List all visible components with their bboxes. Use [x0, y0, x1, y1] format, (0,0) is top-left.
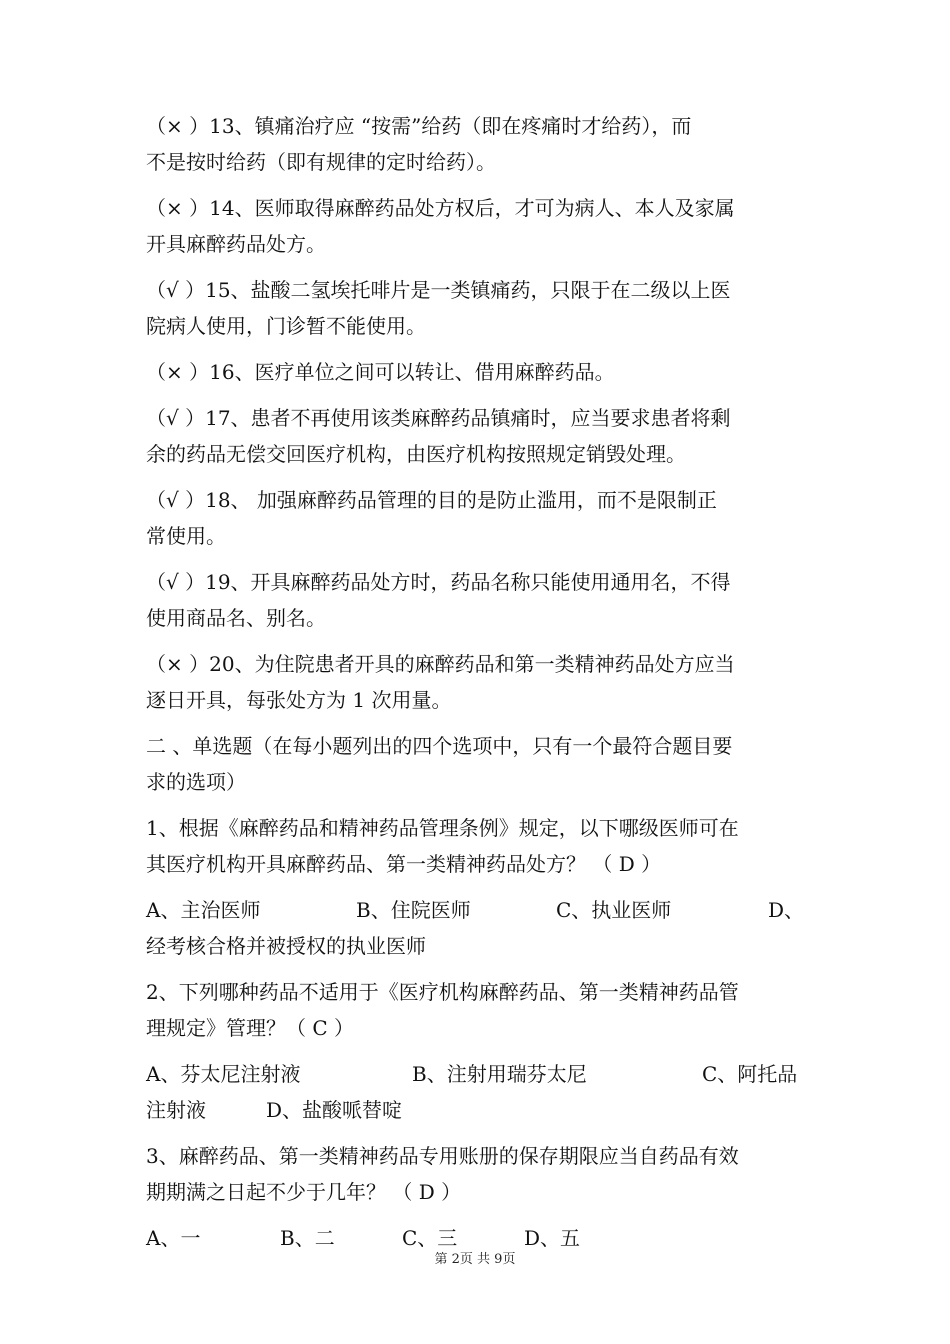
judgement-item-19	[146, 564, 814, 636]
option-b: B、住院医师	[356, 898, 471, 922]
text-line: 使用商品名、别名。	[146, 606, 326, 630]
option-b: B、注射用瑞芬太尼	[412, 1062, 587, 1086]
option-d: D、盐酸哌替啶	[266, 1098, 403, 1122]
text-line: 求的选项）	[146, 770, 246, 794]
text-line: 余的药品无偿交回医疗机构，由医疗机构按照规定销毁处理。	[146, 442, 686, 466]
text-line: （× ）13、镇痛治疗应 “按需”给药（即在疼痛时才给药），而	[146, 114, 692, 138]
option-row	[146, 1056, 814, 1092]
option-c-cont: 注射液	[146, 1098, 206, 1122]
option-d-text: 经考核合格并被授权的执业医师	[146, 934, 426, 958]
option-row	[146, 892, 814, 928]
question-1-options	[146, 892, 814, 964]
option-row	[146, 928, 814, 964]
option-a: A、一	[146, 1226, 201, 1250]
judgement-item-14	[146, 190, 814, 262]
text-line: 其医疗机构开具麻醉药品、第一类精神药品处方？ （ D ）	[146, 852, 662, 876]
text-line: （√ ）17、患者不再使用该类麻醉药品镇痛时，应当要求患者将剩	[146, 406, 731, 430]
option-a: A、主治医师	[146, 898, 261, 922]
text-line: （× ）20、为住院患者开具的麻醉药品和第一类精神药品处方应当	[146, 652, 735, 676]
question-1-stem	[146, 810, 814, 882]
text-line: （√ ）15、盐酸二氢埃托啡片是一类镇痛药，只限于在二级以上医	[146, 278, 731, 302]
text-line: 2、下列哪种药品不适用于《医疗机构麻醉药品、第一类精神药品管	[146, 980, 739, 1004]
text-line: 期期满之日起不少于几年？ （ D ）	[146, 1180, 462, 1204]
question-3-stem	[146, 1138, 814, 1210]
text-line: （× ）14、医师取得麻醉药品处方权后，才可为病人、本人及家属	[146, 196, 735, 220]
text-line: 理规定》管理？（ C ）	[146, 1016, 355, 1040]
text-line: 院病人使用，门诊暂不能使用。	[146, 314, 426, 338]
text-line: 开具麻醉药品处方。	[146, 232, 326, 256]
section-title	[146, 728, 814, 800]
option-c: C、执业医师	[556, 898, 672, 922]
option-d: D、	[768, 898, 805, 922]
text-line: 逐日开具，每张处方为 1 次用量。	[146, 688, 452, 712]
judgement-item-15	[146, 272, 814, 344]
page-content	[146, 108, 814, 1266]
option-row	[146, 1092, 814, 1128]
judgement-item-20	[146, 646, 814, 718]
question-2-stem	[146, 974, 814, 1046]
judgement-item-18	[146, 482, 814, 554]
option-c: C、三	[402, 1226, 458, 1250]
page-footer: 第 2页 共 9页	[434, 1252, 516, 1267]
option-d: D、五	[524, 1226, 581, 1250]
question-2-options	[146, 1056, 814, 1128]
text-line: 1、根据《麻醉药品和精神药品管理条例》规定，以下哪级医师可在	[146, 816, 739, 840]
judgement-item-13	[146, 108, 814, 180]
option-c: C、阿托品	[702, 1062, 798, 1086]
text-line: 不是按时给药（即有规律的定时给药）。	[146, 150, 496, 174]
text-line: （× ）16、医疗单位之间可以转让、借用麻醉药品。	[146, 360, 615, 384]
judgement-item-16	[146, 354, 814, 390]
text-line: （√ ）19、开具麻醉药品处方时，药品名称只能使用通用名，不得	[146, 570, 731, 594]
text-line: 二 、单选题（在每小题列出的四个选项中，只有一个最符合题目要	[146, 734, 733, 758]
option-b: B、二	[280, 1226, 335, 1250]
text-line: 常使用。	[146, 524, 226, 548]
option-a: A、芬太尼注射液	[146, 1062, 301, 1086]
text-line: 3、麻醉药品、第一类精神药品专用账册的保存期限应当自药品有效	[146, 1144, 739, 1168]
judgement-item-17	[146, 400, 814, 472]
text-line: （√ ）18、 加强麻醉药品管理的目的是防止滥用，而不是限制正	[146, 488, 717, 512]
